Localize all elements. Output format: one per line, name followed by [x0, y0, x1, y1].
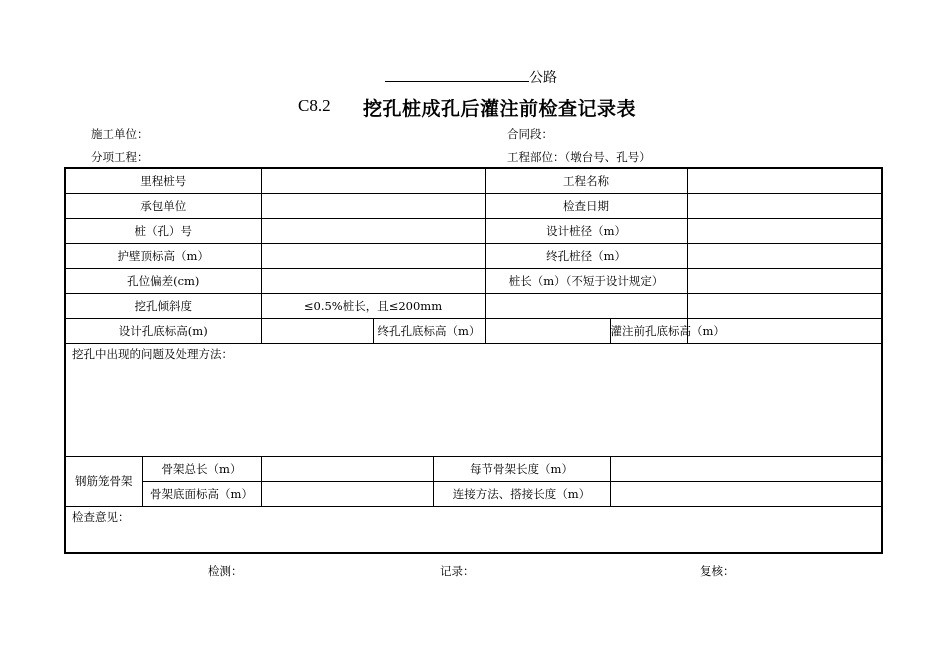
- construction-unit-label: 施工单位：: [91, 127, 149, 141]
- hole-inclination-extra[interactable]: [687, 293, 882, 318]
- design-bottom-elevation-label: 设计孔底标高(m): [65, 318, 261, 343]
- final-hole-diameter-label: 终孔桩径（m）: [485, 243, 687, 268]
- connection-method-label: 连接方法、搭接长度（m）: [433, 481, 610, 506]
- table-row: [65, 506, 882, 553]
- table-row: [65, 343, 882, 456]
- pile-length-value[interactable]: [687, 268, 882, 293]
- contract-section-label: 合同段：: [507, 127, 553, 141]
- project-name-value[interactable]: [687, 168, 882, 193]
- table-row: [65, 318, 882, 343]
- final-bottom-elevation-label: 终孔孔底标高（m）: [373, 318, 485, 343]
- testing-signature-label: 检测：: [208, 564, 243, 578]
- road-name-blank-line: [385, 81, 529, 82]
- rebar-cage-label: 钢筋笼骨架: [65, 456, 142, 506]
- hole-inclination-value[interactable]: [485, 293, 687, 318]
- final-bottom-elevation-value[interactable]: [485, 318, 610, 343]
- connection-method-value[interactable]: [610, 481, 882, 506]
- page-title: 挖孔桩成孔后灌注前检查记录表: [363, 98, 637, 120]
- review-signature-label: 复核：: [700, 564, 735, 578]
- hole-inclination-spec: ≤0.5%桩长，且≤200mm: [261, 293, 485, 318]
- project-location-label: 工程部位：（墩台号、孔号）: [507, 150, 651, 164]
- hole-inclination-label: 挖孔倾斜度: [65, 293, 261, 318]
- contractor-value[interactable]: [261, 193, 485, 218]
- contractor-label: 承包单位: [65, 193, 261, 218]
- mileage-pile-value[interactable]: [261, 168, 485, 193]
- table-row: [65, 293, 882, 318]
- recording-signature-label: 记录：: [440, 564, 475, 578]
- table-row: [65, 243, 882, 268]
- design-pile-diameter-label: 设计桩径（m）: [485, 218, 687, 243]
- table-row: [65, 456, 882, 481]
- hole-position-deviation-label: 孔位偏差(cm): [65, 268, 261, 293]
- segment-length-value[interactable]: [610, 456, 882, 481]
- design-pile-diameter-value[interactable]: [687, 218, 882, 243]
- sub-project-label: 分项工程：: [91, 150, 149, 164]
- final-hole-diameter-value[interactable]: [687, 243, 882, 268]
- project-name-label: 工程名称: [485, 168, 687, 193]
- table-row: [65, 168, 882, 193]
- design-bottom-elevation-value[interactable]: [261, 318, 373, 343]
- form-code: C8.2: [298, 96, 331, 115]
- problems-handling-field[interactable]: 挖孔中出现的问题及处理方法：: [65, 343, 882, 456]
- table-row: [65, 193, 882, 218]
- road-suffix: 公路: [529, 70, 557, 86]
- table-row: [65, 268, 882, 293]
- cage-total-length-label: 骨架总长（m）: [142, 456, 261, 481]
- segment-length-label: 每节骨架长度（m）: [433, 456, 610, 481]
- pile-hole-no-value[interactable]: [261, 218, 485, 243]
- pre-pour-bottom-elevation-label: 灌注前孔底标高（m）: [610, 318, 687, 343]
- cage-bottom-elevation-value[interactable]: [261, 481, 433, 506]
- pile-hole-no-label: 桩（孔）号: [65, 218, 261, 243]
- table-row: [65, 218, 882, 243]
- inspection-date-value[interactable]: [687, 193, 882, 218]
- hole-position-deviation-value[interactable]: [261, 268, 485, 293]
- table-row: [65, 481, 882, 506]
- cage-bottom-elevation-label: 骨架底面标高（m）: [142, 481, 261, 506]
- inspection-record-table: [64, 167, 883, 554]
- cage-total-length-value[interactable]: [261, 456, 433, 481]
- inspection-date-label: 检查日期: [485, 193, 687, 218]
- wall-top-elevation-value[interactable]: [261, 243, 485, 268]
- wall-top-elevation-label: 护壁顶标高（m）: [65, 243, 261, 268]
- mileage-pile-label: 里程桩号: [65, 168, 261, 193]
- pile-length-label: 桩长（m）（不短于设计规定）: [485, 268, 687, 293]
- inspection-opinion-field[interactable]: 检查意见：: [65, 506, 882, 553]
